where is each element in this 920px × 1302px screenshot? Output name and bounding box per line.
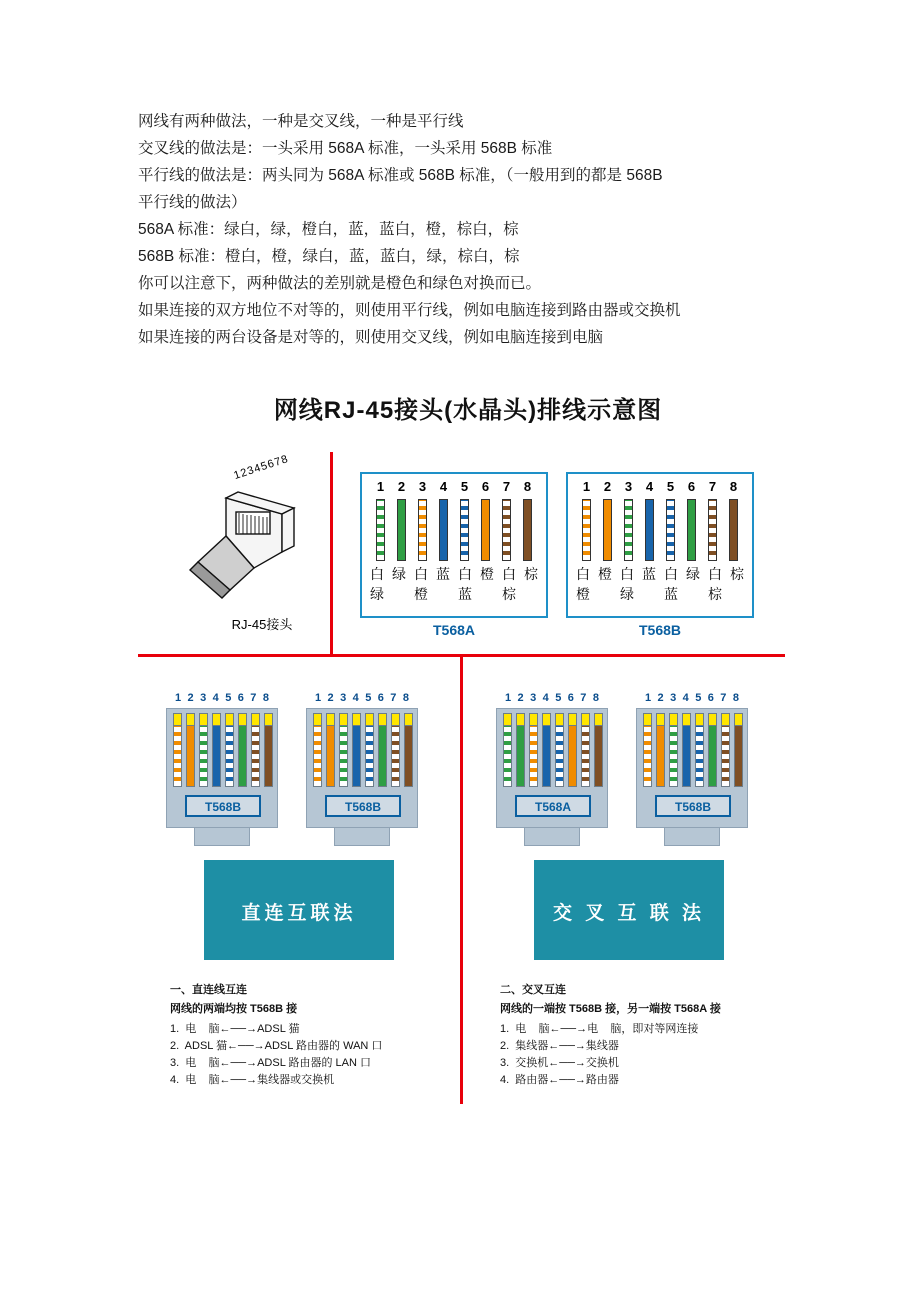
wire-label: 蓝 — [642, 566, 656, 582]
figure-title: 网线RJ-45接头(水晶头)排线示意图 — [273, 397, 663, 424]
wire-swatch — [721, 713, 730, 787]
wire-swatch — [404, 713, 413, 787]
contact-tip — [405, 714, 412, 726]
contact-tip — [392, 714, 399, 726]
connector-body — [636, 708, 748, 828]
pin-number: 8 — [729, 479, 738, 494]
pin-number: 3 — [418, 479, 427, 494]
connector-wire-slot — [643, 713, 743, 787]
wire-label: 绿 — [620, 586, 634, 602]
wire-label-row-bottom — [362, 584, 546, 604]
connector-body — [166, 708, 278, 828]
notes-item: 3. 电 脑←──→ADSL 路由器的 LAN 口 — [170, 1057, 371, 1069]
wire-swatch — [199, 713, 208, 787]
contact-tip — [556, 714, 563, 726]
wire-color-row — [568, 499, 752, 561]
contact-tip — [709, 714, 716, 726]
contact-tip — [314, 714, 321, 726]
notes-title: 一、直连线互连 — [170, 984, 247, 996]
wire-swatch — [582, 499, 591, 561]
connector-pair — [496, 670, 760, 870]
panel-crossover — [478, 670, 778, 1100]
contact-tip — [239, 714, 246, 726]
pin-number: 1 — [582, 479, 591, 494]
wire-label: 绿 — [686, 566, 700, 582]
pin-number: 4 — [542, 692, 549, 704]
pin-number: 1 — [315, 692, 322, 704]
connector — [496, 692, 608, 864]
contact-tip — [657, 714, 664, 726]
wire-swatch — [186, 713, 195, 787]
connector — [166, 692, 278, 864]
wire-swatch — [418, 499, 427, 561]
wire-label: 蓝 — [436, 566, 450, 582]
connector-wire-slot — [313, 713, 413, 787]
pin-number-row — [568, 479, 752, 494]
connector — [636, 692, 748, 864]
wire-label — [684, 584, 702, 604]
wire-label: 橙 — [598, 566, 612, 582]
wire-label-row-bottom — [568, 584, 752, 604]
wire-swatch — [624, 499, 633, 561]
wire-swatch — [708, 713, 717, 787]
wire-swatch — [481, 499, 490, 561]
pin-number: 2 — [603, 479, 612, 494]
standard-name-t568b: T568B — [638, 622, 682, 638]
contact-tip — [265, 714, 272, 726]
pin-number: 7 — [502, 479, 511, 494]
wire-label — [596, 584, 614, 604]
wire-swatch — [669, 713, 678, 787]
wire-label: 棕 — [524, 566, 538, 582]
wire-swatch — [339, 713, 348, 787]
wire-label: 白 — [664, 566, 678, 582]
contact-tip — [379, 714, 386, 726]
wire-label: 白 — [370, 566, 384, 582]
wire-swatch — [516, 713, 525, 787]
connector-pin-numbers — [496, 692, 608, 704]
wire-label: 白 — [620, 566, 634, 582]
wire-swatch — [173, 713, 182, 787]
wire-label: 棕 — [730, 566, 744, 582]
connector-body — [306, 708, 418, 828]
pin-number: 5 — [695, 692, 702, 704]
wire-label-row-top — [568, 564, 752, 584]
cable-label: 交 叉 互 联 法 — [552, 903, 706, 924]
connector-standard-tag: T568B — [655, 795, 731, 817]
wire-swatch — [503, 713, 512, 787]
notes-item: 2. 集线器←──→集线器 — [500, 1040, 619, 1052]
wire-label: 白 — [414, 566, 428, 582]
wire-label: 白 — [458, 566, 472, 582]
wire-label: 棕 — [502, 586, 516, 602]
wire-label: 橙 — [480, 566, 494, 582]
wire-swatch — [555, 713, 564, 787]
wire-label: 白 — [576, 566, 590, 582]
pin-number: 5 — [365, 692, 372, 704]
wire-swatch — [666, 499, 675, 561]
wire-swatch — [645, 499, 654, 561]
connector-pin-numbers — [166, 692, 278, 704]
contact-tip — [683, 714, 690, 726]
wire-swatch — [439, 499, 448, 561]
pin-number: 3 — [624, 479, 633, 494]
connector-standard-tag: T568A — [515, 795, 591, 817]
pin-number: 4 — [682, 692, 689, 704]
pin-number: 4 — [352, 692, 359, 704]
pin-number: 5 — [225, 692, 232, 704]
plug-pin-numbers: 12345678 — [232, 452, 291, 482]
wire-label-row-top — [362, 564, 546, 584]
pin-number: 3 — [530, 692, 537, 704]
connector-neck — [334, 828, 390, 846]
contact-tip — [530, 714, 537, 726]
pin-number: 4 — [645, 479, 654, 494]
contact-tip — [722, 714, 729, 726]
wire-swatch — [603, 499, 612, 561]
intro-line: 你可以注意下，两种做法的差别就是橙色和绿色对换而已。 — [138, 275, 542, 292]
pin-number: 1 — [505, 692, 512, 704]
wire-swatch — [313, 713, 322, 787]
contact-tip — [366, 714, 373, 726]
contact-tip — [252, 714, 259, 726]
wire-label: 绿 — [370, 586, 384, 602]
intro-line: 平行线的做法） — [138, 194, 247, 211]
panel-straight-through — [148, 670, 448, 1100]
pin-number: 3 — [670, 692, 677, 704]
wire-label — [434, 584, 452, 604]
notes-item: 3. 交换机←──→交换机 — [500, 1057, 619, 1069]
wire-swatch — [225, 713, 234, 787]
contact-tip — [582, 714, 589, 726]
wire-swatch — [397, 499, 406, 561]
wire-swatch — [326, 713, 335, 787]
notes-straight-through — [170, 982, 450, 1089]
pin-number: 8 — [592, 692, 599, 704]
wire-label — [522, 584, 540, 604]
pin-number-row — [362, 479, 546, 494]
wire-swatch — [460, 499, 469, 561]
connector-neck — [194, 828, 250, 846]
contact-tip — [200, 714, 207, 726]
contact-tip — [340, 714, 347, 726]
divider-vertical-bottom — [460, 654, 463, 1104]
rj45-plug-illustration — [178, 452, 328, 640]
pin-number: 5 — [666, 479, 675, 494]
rj45-plug-icon — [178, 470, 328, 620]
cable-block — [204, 860, 394, 960]
notes-item: 1. 电 脑←──→ADSL 猫 — [170, 1023, 300, 1035]
contact-tip — [569, 714, 576, 726]
wire-label: 绿 — [392, 566, 406, 582]
pin-number: 1 — [645, 692, 652, 704]
plug-caption: RJ-45接头 — [231, 617, 293, 632]
wire-label — [390, 584, 408, 604]
pin-number: 6 — [567, 692, 574, 704]
wire-swatch — [687, 499, 696, 561]
contact-tip — [517, 714, 524, 726]
contact-tip — [226, 714, 233, 726]
wire-swatch — [708, 499, 717, 561]
rj45-wiring-figure — [138, 390, 798, 1120]
contact-tip — [174, 714, 181, 726]
wire-swatch — [729, 499, 738, 561]
connector-wire-slot — [173, 713, 273, 787]
connector — [306, 692, 418, 864]
wire-swatch — [523, 499, 532, 561]
pin-number: 6 — [687, 479, 696, 494]
connector-wire-slot — [503, 713, 603, 787]
connector-standard-tag: T568B — [325, 795, 401, 817]
wire-swatch — [656, 713, 665, 787]
pin-number: 2 — [187, 692, 194, 704]
pin-number: 6 — [377, 692, 384, 704]
pin-number: 4 — [439, 479, 448, 494]
pin-number: 2 — [657, 692, 664, 704]
pin-number: 5 — [460, 479, 469, 494]
wire-label — [478, 584, 496, 604]
wire-swatch — [695, 713, 704, 787]
wire-label: 白 — [502, 566, 516, 582]
contact-tip — [735, 714, 742, 726]
intro-line: 如果连接的双方地位不对等的，则使用平行线，例如电脑连接到路由器或交换机 — [138, 302, 681, 319]
pin-number: 6 — [707, 692, 714, 704]
notes-subtitle: 网线的一端按 T568B 接，另一端按 T568A 接 — [500, 1003, 721, 1015]
wire-swatch — [568, 713, 577, 787]
contact-tip — [543, 714, 550, 726]
pin-number: 2 — [397, 479, 406, 494]
pin-number: 2 — [327, 692, 334, 704]
wire-swatch — [238, 713, 247, 787]
contact-tip — [213, 714, 220, 726]
standard-box-t568b — [566, 472, 754, 618]
notes-item: 4. 电 脑←──→集线器或交换机 — [170, 1074, 335, 1086]
notes-item: 4. 路由器←──→路由器 — [500, 1074, 619, 1086]
cable-label: 直连互联法 — [241, 903, 357, 924]
connector-pin-numbers — [306, 692, 418, 704]
contact-tip — [670, 714, 677, 726]
contact-tip — [187, 714, 194, 726]
intro-line: 568A 标准：绿白，绿，橙白，蓝，蓝白，橙，棕白，棕 — [138, 221, 519, 238]
notes-item: 1. 电 脑←──→电 脑，即对等网连接 — [500, 1023, 699, 1035]
pin-number: 7 — [580, 692, 587, 704]
wire-label: 蓝 — [458, 586, 472, 602]
wire-label — [728, 584, 746, 604]
connector-pair — [166, 670, 430, 870]
wire-label: 蓝 — [664, 586, 678, 602]
pin-number: 6 — [237, 692, 244, 704]
standard-name-t568a: T568A — [432, 622, 476, 638]
contact-tip — [504, 714, 511, 726]
intro-line: 平行线的做法是：两头同为 568A 标准或 568B 标准，（一般用到的都是 568B — [138, 167, 663, 184]
wire-label: 白 — [708, 566, 722, 582]
wire-swatch — [365, 713, 374, 787]
intro-text-block — [138, 108, 798, 351]
pin-number: 3 — [340, 692, 347, 704]
contact-tip — [595, 714, 602, 726]
wire-swatch — [376, 499, 385, 561]
standard-box-t568a — [360, 472, 548, 618]
pin-number: 5 — [555, 692, 562, 704]
intro-line: 交叉线的做法是：一头采用 568A 标准，一头采用 568B 标准 — [138, 140, 553, 157]
wire-swatch — [352, 713, 361, 787]
pin-number: 8 — [262, 692, 269, 704]
wire-swatch — [378, 713, 387, 787]
pin-number: 6 — [481, 479, 490, 494]
contact-tip — [353, 714, 360, 726]
pin-number: 3 — [200, 692, 207, 704]
wire-swatch — [212, 713, 221, 787]
wire-swatch — [502, 499, 511, 561]
wire-swatch — [391, 713, 400, 787]
contact-tip — [327, 714, 334, 726]
wire-swatch — [581, 713, 590, 787]
cable-block — [534, 860, 724, 960]
pin-number: 4 — [212, 692, 219, 704]
notes-subtitle: 网线的两端均按 T568B 接 — [170, 1003, 298, 1015]
connector-standard-tag: T568B — [185, 795, 261, 817]
wire-swatch — [682, 713, 691, 787]
pin-number: 1 — [175, 692, 182, 704]
wire-swatch — [251, 713, 260, 787]
wire-swatch — [542, 713, 551, 787]
intro-line: 网线有两种做法，一种是交叉线，一种是平行线 — [138, 113, 464, 130]
pin-number: 2 — [517, 692, 524, 704]
wire-label: 棕 — [708, 586, 722, 602]
connector-neck — [524, 828, 580, 846]
wire-swatch — [643, 713, 652, 787]
connector-body — [496, 708, 608, 828]
wire-label: 橙 — [576, 586, 590, 602]
connector-neck — [664, 828, 720, 846]
intro-line: 568B 标准：橙白，橙，绿白，蓝，蓝白，绿，棕白，棕 — [138, 248, 520, 265]
pin-number: 1 — [376, 479, 385, 494]
pin-number: 7 — [720, 692, 727, 704]
notes-crossover — [500, 982, 780, 1089]
wire-label: 橙 — [414, 586, 428, 602]
wire-swatch — [734, 713, 743, 787]
wire-swatch — [264, 713, 273, 787]
contact-tip — [696, 714, 703, 726]
wire-label — [640, 584, 658, 604]
wire-swatch — [529, 713, 538, 787]
intro-line: 如果连接的两台设备是对等的，则使用交叉线，例如电脑连接到电脑 — [138, 329, 604, 346]
contact-tip — [644, 714, 651, 726]
pin-number: 7 — [708, 479, 717, 494]
pin-number: 7 — [390, 692, 397, 704]
connector-pin-numbers — [636, 692, 748, 704]
notes-title: 二、交叉互连 — [500, 984, 566, 996]
pin-number: 8 — [402, 692, 409, 704]
pin-number: 8 — [732, 692, 739, 704]
notes-item: 2. ADSL 猫←──→ADSL 路由器的 WAN 口 — [170, 1040, 383, 1052]
wire-swatch — [594, 713, 603, 787]
pin-number: 8 — [523, 479, 532, 494]
wire-color-row — [362, 499, 546, 561]
pin-number: 7 — [250, 692, 257, 704]
